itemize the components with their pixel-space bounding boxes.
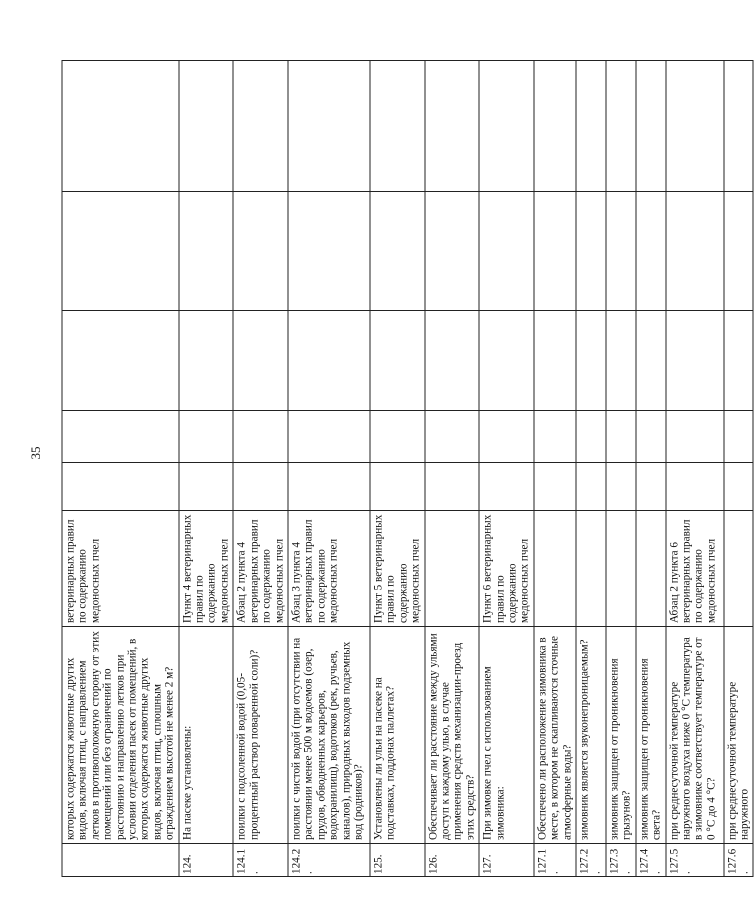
empty-answer-cell: [288, 192, 370, 311]
empty-answer-cell: [370, 192, 425, 311]
legal-reference-cell: ветеринарных правил по содержанию медоносных пчел: [62, 511, 179, 627]
empty-answer-cell: [534, 61, 576, 192]
empty-answer-cell: [479, 311, 534, 411]
empty-answer-cell: [370, 61, 425, 192]
empty-answer-cell: [636, 311, 666, 411]
requirement-cell: поилки с подсоленной водой (0,05-процентный раствор поваренной соли)?: [233, 627, 288, 844]
empty-answer-cell: [179, 411, 234, 463]
empty-answer-cell: [288, 463, 370, 511]
table-row: [606, 61, 636, 877]
legal-reference-cell: Абзац 3 пункта 4 ветеринарных правил по содержанию медоносных пчел: [288, 511, 370, 627]
empty-answer-cell: [534, 411, 576, 463]
empty-answer-cell: [666, 411, 724, 463]
empty-answer-cell: [724, 311, 754, 411]
empty-answer-cell: [233, 192, 288, 311]
empty-answer-cell: [479, 192, 534, 311]
requirement-cell: зимовник защищен от проникновения света?: [636, 627, 666, 844]
empty-answer-cell: [425, 411, 480, 463]
empty-answer-cell: [233, 311, 288, 411]
legal-reference-cell: Пункт 6 ветеринарных правил по содержанию медоносных пчел: [479, 511, 534, 627]
requirement-cell: при среднесуточной температуре наружного воздуха ниже 0 °С температура в зимовнике соответствует температуре от 0 °С до 4 °С?: [666, 627, 724, 844]
empty-answer-cell: [288, 311, 370, 411]
empty-answer-cell: [179, 61, 234, 192]
row-number-cell: 127.2.: [576, 844, 606, 877]
empty-answer-cell: [606, 463, 636, 511]
table-row: [479, 61, 534, 877]
page-number: 35: [28, 446, 43, 460]
row-number-cell: 127.: [479, 844, 534, 877]
empty-answer-cell: [233, 61, 288, 192]
empty-answer-cell: [606, 192, 636, 311]
empty-answer-cell: [62, 61, 179, 192]
requirement-cell: Установлены ли ульи на пасеке на подставках, поддонах паллетах?: [370, 627, 425, 844]
checklist-table: [62, 60, 754, 877]
table-row: [62, 61, 179, 877]
empty-answer-cell: [288, 61, 370, 192]
empty-answer-cell: [666, 61, 724, 192]
empty-answer-cell: [534, 311, 576, 411]
empty-answer-cell: [576, 61, 606, 192]
requirement-cell: При зимовке пчел с использованием зимовника:: [479, 627, 534, 844]
empty-answer-cell: [576, 411, 606, 463]
empty-answer-cell: [479, 61, 534, 192]
row-number-cell: 124.: [179, 844, 234, 877]
legal-reference-cell: Пункт 4 ветеринарных правил по содержанию медоносных пчел: [179, 511, 234, 627]
checklist-table-sheet: [62, 61, 751, 877]
requirement-cell: которых содержатся животные других видов, включая птиц, с направлением летков в противоположную сторону от этих помещений или без ограничений по расстоянию и направлению летков при условии отделения пасек от помещений, в которых содержатся животные других видов, включая птиц, сплошным ограждением высотой не менее 2 м?: [62, 627, 179, 844]
empty-answer-cell: [606, 311, 636, 411]
empty-answer-cell: [233, 463, 288, 511]
empty-answer-cell: [288, 411, 370, 463]
table-row: [534, 61, 576, 877]
requirement-cell: поилки с чистой водой (при отсутствии на расстоянии менее 500 м водоемов (озер, прудов, обводненных карьеров, водохранилищ), водотоков (рек, ручьев, каналов), природных выходов подземных вод (родников)?: [288, 627, 370, 844]
requirement-cell: Обеспечивает ли расстояние между ульями доступ к каждому улью, в случае применения средств механизации-проезд этих средств?: [425, 627, 480, 844]
empty-answer-cell: [62, 311, 179, 411]
requirement-cell: зимовник является звуконепроницаемым?: [576, 627, 606, 844]
legal-reference-cell: Пункт 5 ветеринарных правил по содержанию медоносных пчел: [370, 511, 425, 627]
empty-answer-cell: [636, 463, 666, 511]
row-number-cell: 127.5.: [666, 844, 724, 877]
row-number-cell: 127.3.: [606, 844, 636, 877]
empty-answer-cell: [179, 463, 234, 511]
legal-reference-cell: Абзац 2 пункта 6 ветеринарных правил по содержанию медоносных пчел: [666, 511, 724, 627]
empty-answer-cell: [62, 411, 179, 463]
empty-answer-cell: [62, 463, 179, 511]
empty-answer-cell: [233, 411, 288, 463]
row-number-cell: 124.2.: [288, 844, 370, 877]
legal-reference-cell: Абзац 2 пункта 4 ветеринарных правил по содержанию медоносных пчел: [233, 511, 288, 627]
legal-reference-cell: [724, 511, 754, 627]
table-row: [666, 61, 724, 877]
empty-answer-cell: [724, 192, 754, 311]
empty-answer-cell: [425, 61, 480, 192]
empty-answer-cell: [636, 411, 666, 463]
empty-answer-cell: [425, 311, 480, 411]
table-row: [179, 61, 234, 877]
table-row: [370, 61, 425, 877]
table-row: [233, 61, 288, 877]
empty-answer-cell: [534, 192, 576, 311]
requirement-cell: зимовник защищен от проникновения грызунов?: [606, 627, 636, 844]
legal-reference-cell: [534, 511, 576, 627]
row-number-cell: 124.1.: [233, 844, 288, 877]
empty-answer-cell: [370, 411, 425, 463]
table-row: [288, 61, 370, 877]
empty-answer-cell: [534, 463, 576, 511]
empty-answer-cell: [724, 411, 754, 463]
requirement-cell: при среднесуточной температуре наружного: [724, 627, 754, 844]
empty-answer-cell: [179, 311, 234, 411]
row-number-cell: 127.1.: [534, 844, 576, 877]
legal-reference-cell: [425, 511, 480, 627]
table-row: [425, 61, 480, 877]
requirement-cell: Обеспечено ли расположение зимовника в месте, в котором не скапливаются сточные атмосферные воды?: [534, 627, 576, 844]
empty-answer-cell: [606, 61, 636, 192]
row-number-cell: 126.: [425, 844, 480, 877]
row-number-cell: 125.: [370, 844, 425, 877]
empty-answer-cell: [576, 192, 606, 311]
empty-answer-cell: [425, 192, 480, 311]
empty-answer-cell: [606, 411, 636, 463]
empty-answer-cell: [179, 192, 234, 311]
table-row: [576, 61, 606, 877]
table-row: [636, 61, 666, 877]
empty-answer-cell: [576, 463, 606, 511]
empty-answer-cell: [724, 61, 754, 192]
empty-answer-cell: [576, 311, 606, 411]
empty-answer-cell: [724, 463, 754, 511]
empty-answer-cell: [370, 311, 425, 411]
legal-reference-cell: [576, 511, 606, 627]
legal-reference-cell: [606, 511, 636, 627]
empty-answer-cell: [479, 463, 534, 511]
empty-answer-cell: [636, 61, 666, 192]
empty-answer-cell: [636, 192, 666, 311]
empty-answer-cell: [666, 463, 724, 511]
table-row: [724, 61, 754, 877]
empty-answer-cell: [370, 463, 425, 511]
empty-answer-cell: [666, 192, 724, 311]
row-number-cell: [62, 844, 179, 877]
empty-answer-cell: [479, 411, 534, 463]
empty-answer-cell: [666, 311, 724, 411]
requirement-cell: На пасеке установлены:: [179, 627, 234, 844]
row-number-cell: 127.4.: [636, 844, 666, 877]
legal-reference-cell: [636, 511, 666, 627]
empty-answer-cell: [425, 463, 480, 511]
row-number-cell: 127.6.: [724, 844, 754, 877]
empty-answer-cell: [62, 192, 179, 311]
